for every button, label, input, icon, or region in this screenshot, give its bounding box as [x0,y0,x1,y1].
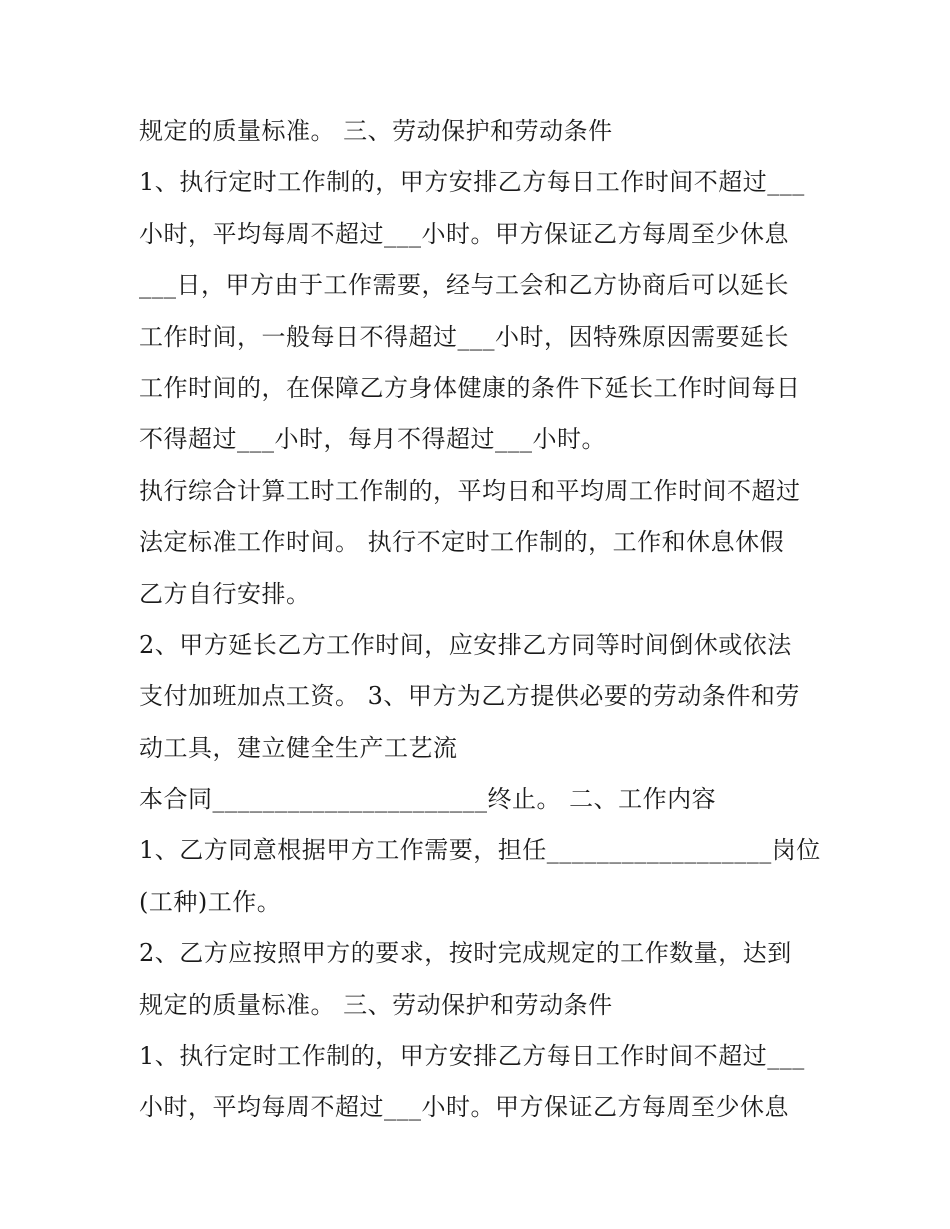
text-line: 本合同______________________终止。 二、工作内容 [139,785,717,814]
text-line: 法定标准工作时间。 执行不定时工作制的，工作和休息休假 [139,528,785,557]
text-line: 2、乙方应按照甲方的要求，按时完成规定的工作数量，达到 [139,939,792,968]
text-line: 工作时间的，在保障乙方身体健康的条件下延长工作时间每日 [139,373,801,402]
text-line: (工种)工作。 [139,887,282,916]
text-line: 小时，平均每周不超过___小时。甲方保证乙方每周至少休息 [139,1093,789,1122]
text-line: 不得超过___小时，每月不得超过___小时。 [139,425,606,454]
text-line: 动工具，建立健全生产工艺流 [139,733,458,762]
text-line: 规定的质量标准。 三、劳动保护和劳动条件 [139,117,613,145]
text-line: 乙方自行安排。 [139,579,311,608]
text-line: 工作时间，一般每日不得超过___小时，因特殊原因需要延长 [139,322,789,351]
text-line: 小时，平均每周不超过___小时。甲方保证乙方每周至少休息 [139,219,789,248]
text-line: 规定的质量标准。 三、劳动保护和劳动条件 [139,990,613,1019]
text-line: ___日，甲方由于工作需要，经与工会和乙方协商后可以延长 [139,271,789,300]
text-line: 支付加班加点工资。 3、甲方为乙方提供必要的劳动条件和劳 [139,682,800,711]
text-line: 1、执行定时工作制的，甲方安排乙方每日工作时间不超过___ [139,1042,805,1071]
text-line: 执行综合计算工时工作制的，平均日和平均周工作时间不超过 [139,476,801,505]
text-line: 1、执行定时工作制的，甲方安排乙方每日工作时间不超过___ [139,168,805,197]
contract-text [139,106,829,1134]
text-line: 1、乙方同意根据甲方工作需要，担任__________________岗位 [139,836,821,865]
text-line: 2、甲方延长乙方工作时间，应安排乙方同等时间倒休或依法 [139,630,792,659]
